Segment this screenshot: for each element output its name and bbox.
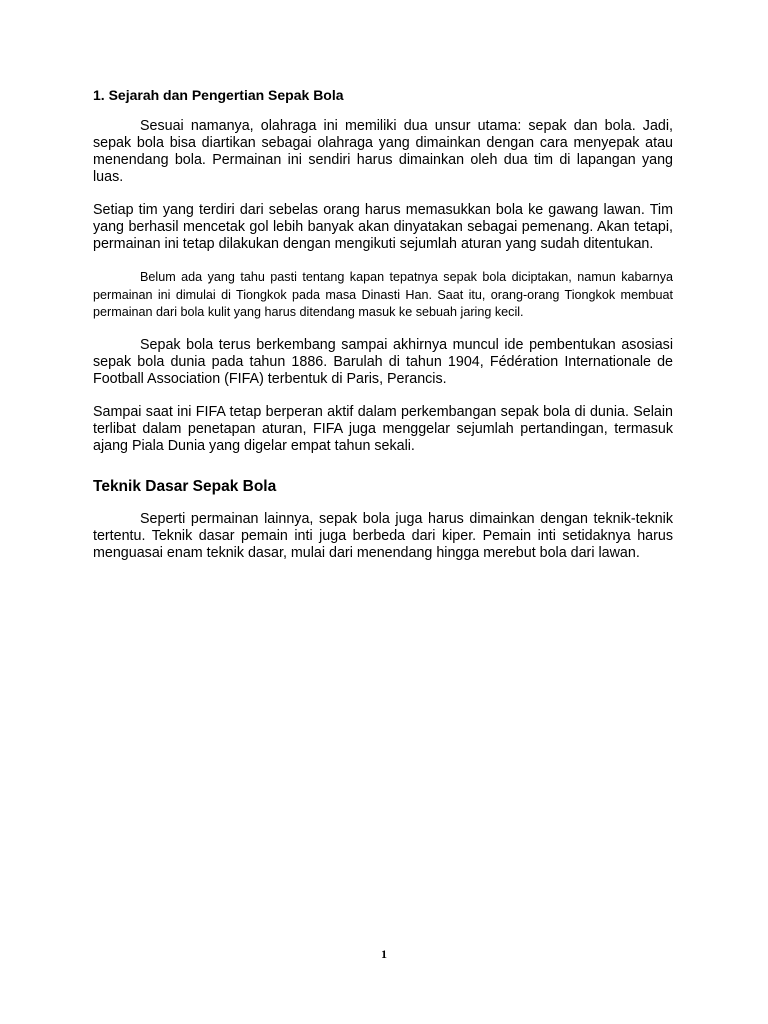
document-page <box>93 86 673 578</box>
paragraph: Belum ada yang tahu pasti tentang kapan tepatnya sepak bola diciptakan, namun kabarnya permainan ini dimulai di Tiongkok pada masa Dinasti Han. Saat itu, orang-orang Tiongkok membuat permainan dari bola kulit yang harus ditendang masuk ke sebuah jaring kecil. <box>93 270 673 319</box>
paragraph: Sampai saat ini FIFA tetap berperan aktif dalam perkembangan sepak bola di dunia. Selain terlibat dalam penetapan aturan, FIFA juga menggelar sejumlah pertandingan, termasuk ajang Piala Dunia yang digelar empat tahun sekali. <box>93 403 673 454</box>
section-heading-teknik-dasar: Teknik Dasar Sepak Bola <box>93 477 277 495</box>
paragraph: Seperti permainan lainnya, sepak bola juga harus dimainkan dengan teknik-teknik tertentu. Teknik dasar pemain inti juga berbeda dari kiper. Pemain inti setidaknya harus menguasai enam teknik dasar, mulai dari menendang hingga merebut bola dari lawan. <box>93 510 673 561</box>
paragraph: Setiap tim yang terdiri dari sebelas orang harus memasukkan bola ke gawang lawan. Tim yang berhasil mencetak gol lebih banyak akan dinyatakan sebagai pemenang. Akan tetapi, permainan ini tetap dilakukan dengan mengikuti sejumlah aturan yang sudah ditentukan. <box>93 202 673 252</box>
section-heading-sejarah: 1. Sejarah dan Pengertian Sepak Bola <box>93 87 344 103</box>
paragraph: Sesuai namanya, olahraga ini memiliki dua unsur utama: sepak dan bola. Jadi, sepak bola bisa diartikan sebagai olahraga yang dimainkan dengan cara menyepak atau menendang bola. Permainan ini sendiri harus dimainkan oleh dua tim di lapangan yang luas. <box>93 118 673 185</box>
page-number: 1 <box>381 947 387 961</box>
paragraph: Sepak bola terus berkembang sampai akhirnya muncul ide pembentukan asosiasi sepak bola dunia pada tahun 1886. Barulah di tahun 1904, Fédération Internationale de Football Association (FIFA) terbentuk di Paris, Perancis. <box>93 336 673 387</box>
